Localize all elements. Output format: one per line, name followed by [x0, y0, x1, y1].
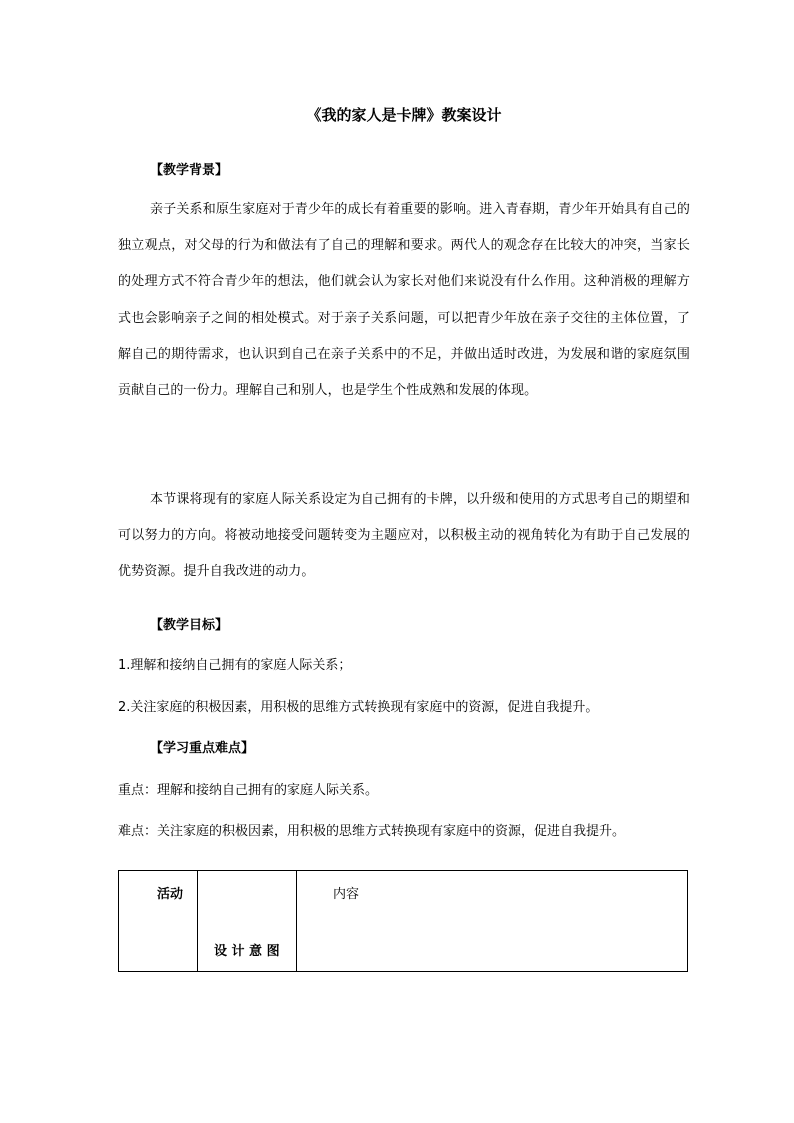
- table-header-content-cell: [297, 871, 688, 972]
- section-heading-background: 【教学背景】: [150, 163, 229, 178]
- section-heading-goals: 【教学目标】: [150, 618, 229, 633]
- table-header-activity: 活动: [157, 887, 184, 902]
- key-point: 重点：理解和接纳自己拥有的家庭人际关系。: [118, 783, 379, 798]
- background-paragraph-2: 本节课将现有的家庭人际关系设定为自己拥有的卡牌，以升级和使用的方式思考自己的期望和可以努力的方向。将被动地接受问题转变为主题应对，以积极主动的视角转化为有助于自己发展的优势资源。提升自我改进的动力。: [118, 492, 690, 580]
- table-header-design-cell: [198, 871, 297, 972]
- table-header-row: [119, 871, 688, 972]
- background-paragraph-1: 亲子关系和原生家庭对于青少年的成长有着重要的影响。进入青春期，青少年开始具有自己的独立观点，对父母的行为和做法有了自己的理解和要求。两代人的观念存在比较大的冲突，当家长的处理方式不符合青少年的想法，他们就会认为家长对他们来说没有什么作用。这种消极的理解方式也会影响亲子之间的相处模式。对于亲子关系问题，可以把青少年放在亲子交往的主体位置，了解自己的期待需求，也认识到自己在亲子关系中的不足，并做出适时改进，为发展和谐的家庭氛围贡献自己的一份力。理解自己和别人，也是学生个性成熟和发展的体现。: [118, 202, 690, 399]
- table-header-content: 内容: [333, 887, 360, 902]
- activity-table: [118, 870, 688, 972]
- table-header-design-text: 设 计 意 图: [214, 944, 280, 959]
- document-title: 《我的家人是卡牌》教案设计: [306, 106, 502, 124]
- table-header-design: [198, 871, 296, 971]
- goal-item-1: 1.理解和接纳自己拥有的家庭人际关系；: [118, 658, 352, 673]
- table-header-activity-cell: [119, 871, 198, 972]
- section-heading-keypoints: 【学习重点难点】: [150, 741, 255, 756]
- goal-item-2: 2.关注家庭的积极因素，用积极的思维方式转换现有家庭中的资源，促进自我提升。: [118, 700, 599, 715]
- difficult-point: 难点：关注家庭的积极因素，用积极的思维方式转换现有家庭中的资源，促进自我提升。: [118, 824, 626, 839]
